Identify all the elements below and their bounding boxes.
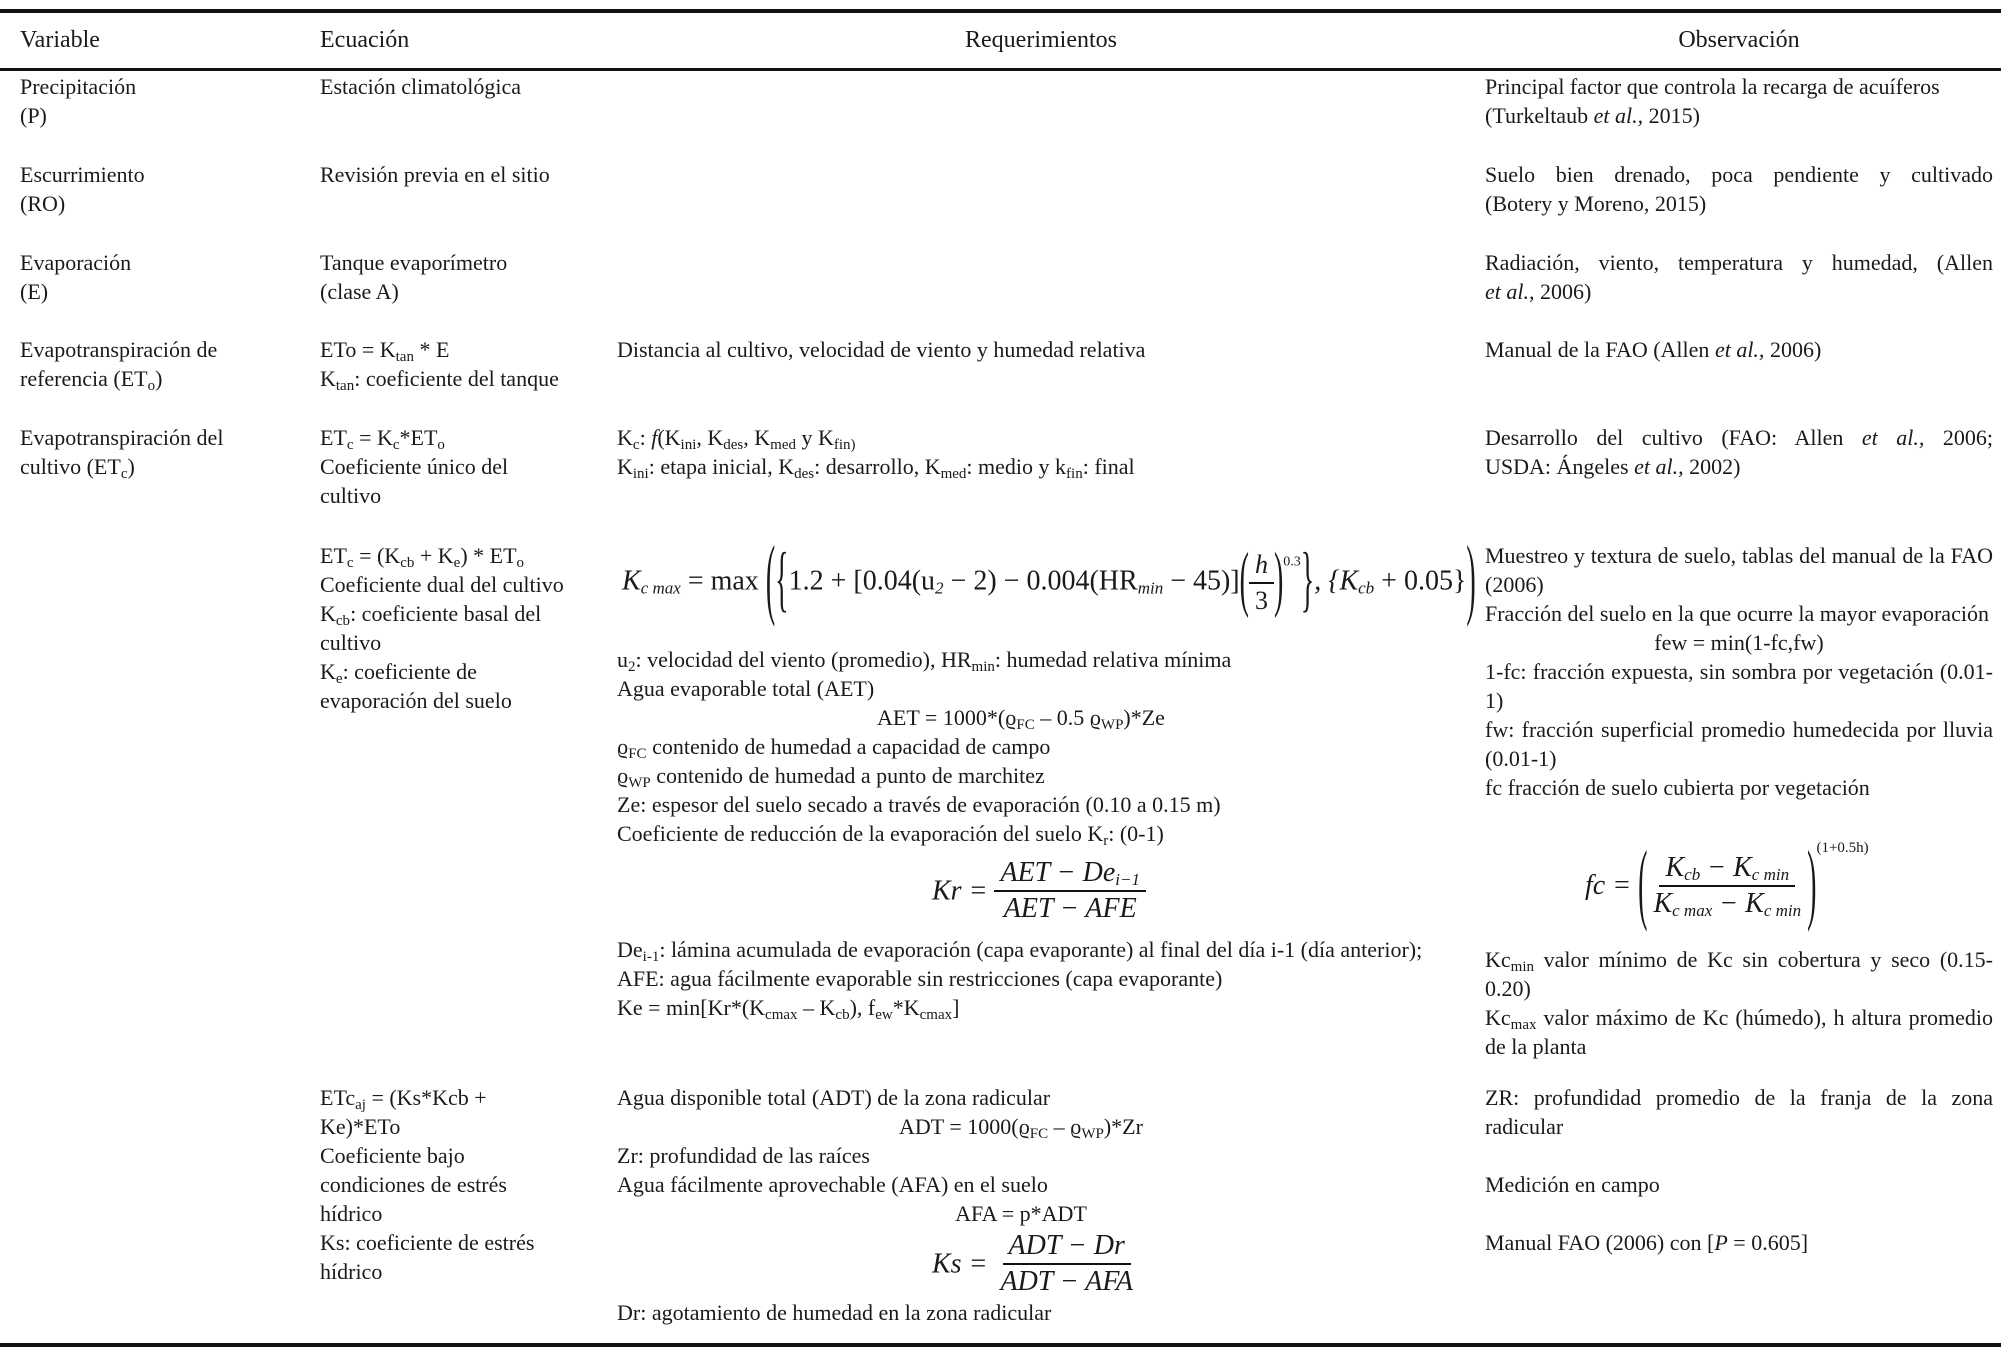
- few-formula: few = min(1-fc,fw): [1654, 630, 1824, 655]
- qfc-definition: $ϱ_{FC}$ contenido de humedad a capacidad de campo: [617, 734, 1051, 762]
- table-row-etc-dual-requerimientos: [617, 645, 1465, 848]
- kcb-definition: $K_{cb}$: coeficiente basal del: [320, 601, 542, 629]
- ecuacion-text: Coeficiente único del: [320, 454, 509, 479]
- header-rule: [0, 68, 2001, 71]
- variable-name: Evapotranspiración del: [20, 425, 224, 450]
- observacion-text: Desarrollo del cultivo (FAO: Allen et al., 2006;: [1485, 425, 1993, 450]
- ke-definition: $K_e$: coeficiente de: [320, 659, 477, 687]
- table-row-etc-variable: [20, 423, 300, 481]
- etc-dual-equation: $ET_c = (K_{cb} + K_e) * ET_o$: [320, 543, 525, 571]
- zr-definition: Zr: profundidad de las raíces: [617, 1143, 870, 1168]
- observacion-citation: USDA: Ángeles et al., 2002): [1485, 454, 1741, 479]
- kr-label: Coeficiente de reducción de la evaporación del suelo $K_r$: (0-1): [617, 821, 1164, 849]
- table-row-etcaj-observacion-3: [1485, 1228, 1993, 1257]
- kcmax-definition: $Kc_{max}$ valor máximo de Kc (húmedo), h altura promedio de la planta: [1485, 1005, 1993, 1059]
- observacion-text: Fracción del suelo en la que ocurre la mayor evaporación: [1485, 601, 1989, 626]
- observacion-text: 1-fc: fracción expuesta, sin sombra por vegetación (0.01-1): [1485, 659, 1993, 713]
- kc-stages: $K_{ini}$: etapa inicial, $K_{des}$: desarrollo, $K_{med}$: medio y $k_{fin}$: final: [617, 454, 1135, 482]
- table-row-precipitacion-ecuacion: [320, 72, 600, 101]
- ktan-definition: $K_{tan}$: coeficiente del tanque: [320, 366, 559, 394]
- table-row-eto-ecuacion: [320, 335, 600, 393]
- ecuacion-text: Revisión previa en el sitio: [320, 162, 550, 187]
- ecuacion-text: Coeficiente bajo: [320, 1143, 465, 1168]
- observacion-text: Principal factor que controla la recarga de acuíferos: [1485, 74, 1940, 99]
- table-row-etc-dual-ecuacion: [320, 541, 600, 715]
- table-row-escurrimiento-ecuacion: [320, 160, 600, 189]
- ecuacion-text: cultivo: [320, 630, 382, 655]
- table-top-rule: [0, 9, 2001, 13]
- ecuacion-text: cultivo: [320, 483, 382, 508]
- observacion-citation: (Turkeltaub et al., 2015): [1485, 103, 1700, 128]
- table-row-etc-single-requerimientos: [617, 423, 1465, 481]
- table-row-etc-dual-observacion-2: [1485, 945, 1993, 1061]
- dr-definition: Dr: agotamiento de humedad en la zona radicular: [617, 1300, 1052, 1325]
- table-row-eto-requerimientos: [617, 335, 1465, 364]
- variable-name: Evapotranspiración de: [20, 337, 218, 362]
- table-row-precipitacion-variable: [20, 72, 300, 130]
- variable-symbol: referencia $(ET_o)$: [20, 366, 163, 394]
- afa-label: Agua fácilmente aprovechable (AFA) en el suelo: [617, 1172, 1048, 1197]
- aet-label: Agua evaporable total (AET): [617, 676, 875, 701]
- ecuacion-text: (clase A): [320, 279, 399, 304]
- aet-formula: AET = $1000*(ϱ_{FC} - 0.5$ $ϱ_{WP})*Ze$: [877, 705, 1165, 733]
- variable-name: Precipitación: [20, 74, 137, 99]
- ecuacion-text: Ke)*ETo: [320, 1114, 401, 1139]
- table-row-etcaj-requerimientos: [617, 1083, 1465, 1228]
- table-row-etcaj-requerimientos-2: [617, 1298, 1465, 1327]
- ze-definition: Ze: espesor del suelo secado a través de evaporación (0.10 a 0.15 m): [617, 792, 1221, 817]
- adt-formula: ADT = $1000(ϱ_{FC} - ϱ_{WP})*Zr$: [899, 1114, 1143, 1142]
- observacion-citation: Manual de la FAO (Allen et al., 2006): [1485, 337, 1822, 362]
- table-row-etcaj-observacion: [1485, 1083, 1993, 1141]
- table-bottom-rule: [0, 1343, 2001, 1347]
- observacion-text: Manual FAO (2006) con [P = 0.605]: [1485, 1230, 1809, 1255]
- table-row-etc-single-citation: [1485, 452, 1993, 481]
- ecuacion-text: Ks: coeficiente de estrés: [320, 1230, 535, 1255]
- afa-formula: AFA = p*ADT: [955, 1201, 1087, 1226]
- u2-hrmin-definition: $u_2$: velocidad del viento (promedio), $HR_{min}$: humedad relativa mínima: [617, 647, 1232, 675]
- requerimientos-text: Distancia al cultivo, velocidad de viento y humedad relativa: [617, 337, 1146, 362]
- observacion-text: fw: fracción superficial promedio humedecida por lluvia (0.01-1): [1485, 717, 1993, 771]
- table-row-escurrimiento-observacion: [1485, 160, 1993, 189]
- eto-equation: ETo = $K_{tan}$ * E: [320, 337, 450, 365]
- observacion-text: Suelo bien drenado, poca pendiente y cultivado: [1485, 162, 1993, 187]
- table-row-evaporacion-variable: [20, 248, 300, 306]
- ecuacion-text: Tanque evaporímetro: [320, 250, 508, 275]
- observacion-text: ZR: profundidad promedio de la franja de la zona radicular: [1485, 1085, 1993, 1139]
- variable-symbol: (P): [20, 103, 47, 128]
- header-ecuacion: Ecuación: [320, 27, 410, 53]
- table-row-escurrimiento-citation: [1485, 189, 1993, 218]
- kr-formula: Kr = $\frac{AET - De_{i-1}}{\text{AET − AFE}}$: [932, 856, 1146, 926]
- header-requerimientos: Requerimientos: [965, 27, 1117, 53]
- table-row-eto-observacion: [1485, 335, 1993, 364]
- header-observacion: Observación: [1678, 27, 1800, 53]
- table-row-escurrimiento-variable: [20, 160, 300, 218]
- table-row-etc-dual-requerimientos-2: [617, 935, 1465, 1022]
- variable-symbol: (E): [20, 279, 49, 304]
- kcmax-formula: $K_{c max} = \max (\{1.2 + [0.04(u_2 - 2) - 0.004(HR_{min} - 45)]$( $\frac{h}{3}$ )$^{0.3}$}, $\{K_{cb} + 0.05\}$): [622, 531, 1476, 631]
- table-row-evaporacion-observacion: [1485, 248, 1993, 277]
- observacion-text: fc fracción de suelo cubierta por vegetación: [1485, 775, 1870, 800]
- table-row-precipitacion-observacion: [1485, 72, 1993, 130]
- table-row-etc-single-ecuacion: [320, 423, 600, 510]
- variable-name: Escurrimiento: [20, 162, 145, 187]
- observacion-citation: et al., 2006): [1485, 279, 1592, 304]
- observacion-text: Muestreo y textura de suelo, tablas del manual de la FAO (2006): [1485, 543, 1993, 597]
- adt-label: Agua disponible total (ADT) de la zona radicular: [617, 1085, 1051, 1110]
- table-row-eto-variable: [20, 335, 300, 393]
- etc-equation: $ET_c = K_c*ET_o$: [320, 425, 445, 453]
- qwp-definition: $ϱ_{WP}$ contenido de humedad a punto de marchitez: [617, 763, 1045, 791]
- ecuacion-text: Coeficiente dual del cultivo: [320, 572, 564, 597]
- kcmin-definition: $Kc_{min}$ valor mínimo de Kc sin cobertura y seco (0.15-0.20): [1485, 947, 1993, 1001]
- variable-symbol: (RO): [20, 191, 66, 216]
- afe-definition: AFE: agua fácilmente evaporable sin restricciones (capa evaporante): [617, 966, 1223, 991]
- ks-formula: Ks = $\frac{\text{ADT − Dr}}{\text{ADT − AFA}}$: [932, 1230, 1133, 1297]
- table-row-etc-dual-observacion: [1485, 541, 1993, 802]
- observacion-text: Radiación, viento, temperatura y humedad, (Allen: [1485, 250, 1993, 275]
- variable-name: Evaporación: [20, 250, 132, 275]
- ecuacion-text: condiciones de estrés: [320, 1172, 507, 1197]
- table-row-evaporacion-citation: [1485, 277, 1993, 306]
- observacion-text: Medición en campo: [1485, 1172, 1660, 1197]
- ecuacion-text: Estación climatológica: [320, 74, 521, 99]
- ecuacion-text: evaporación del suelo: [320, 688, 512, 713]
- fc-formula: fc = ( $\frac{K_{cb} - K_{c min}}{K_{c max} - K_{c min}}$ )$^{(1+0.5h)}$: [1585, 835, 1869, 936]
- etcaj-equation: ETc$_{aj}$ = (Ks*Kcb +: [320, 1085, 487, 1113]
- ke-formula: $Ke = \min[Kr*(K_{cmax} - K_{cb})$, $f_{ew}*K_{cmax}$]: [617, 995, 960, 1023]
- ecuacion-text: hídrico: [320, 1201, 383, 1226]
- kc-function: $K_c$: $f(K_{ini}$, $K_{des}$, $K_{med}$ y $K_{fin)}$: [617, 425, 856, 453]
- table-row-etcaj-observacion-2: [1485, 1170, 1993, 1199]
- table-row-etc-single-observacion: [1485, 423, 1993, 452]
- observacion-citation: (Botery y Moreno, 2015): [1485, 191, 1707, 216]
- ecuacion-text: hídrico: [320, 1259, 383, 1284]
- table-row-etcaj-ecuacion: [320, 1083, 600, 1286]
- variable-symbol: cultivo $(ET_c)$: [20, 454, 135, 482]
- table-row-evaporacion-ecuacion: [320, 248, 600, 306]
- dei-definition: $De_{i-1}$: lámina acumulada de evaporación (capa evaporante) al final del día i-1 (día anterior);: [617, 937, 1423, 965]
- header-variable: Variable: [20, 27, 100, 53]
